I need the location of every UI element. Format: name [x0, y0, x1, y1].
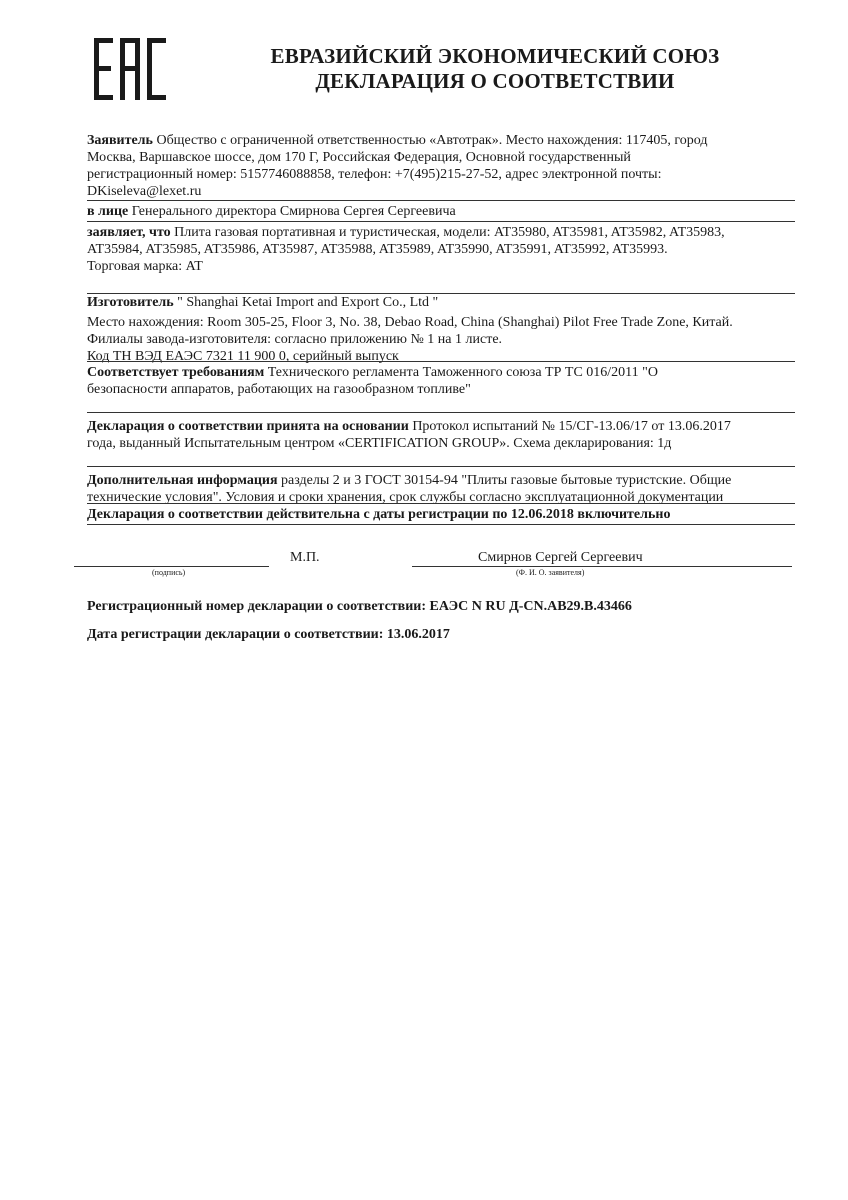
represented-by-label: в лице: [87, 204, 129, 219]
title-line-2: ДЕКЛАРАЦИЯ О СООТВЕТСТВИИ: [315, 69, 675, 93]
document-title: [200, 44, 790, 94]
eac-logo: [92, 38, 168, 100]
conforms-line-2: безопасности аппаратов, работающих на газообразном топливе": [87, 382, 471, 397]
signature-line: [74, 566, 269, 567]
declares-line-2: AT35984, AT35985, AT35986, AT35987, AT35988, AT35989, AT35990, AT35991, AT35992, AT35993.: [87, 242, 668, 257]
basis-label: Декларация о соответствии принята на основании: [87, 419, 409, 434]
basis-line-1: Протокол испытаний № 15/СГ-13.06/17 от 13.06.2017: [412, 419, 731, 434]
registration-date: Дата регистрации декларации о соответствии: 13.06.2017: [87, 627, 450, 642]
title-line-1: ЕВРАЗИЙСКИЙ ЭКОНОМИЧЕСКИЙ СОЮЗ: [270, 44, 720, 68]
applicant-line-3: регистрационный номер: 5157746088858, телефон: +7(495)215-27-52, адрес электронной почты:: [87, 167, 662, 182]
divider: [87, 361, 795, 362]
basis-section: [87, 418, 797, 452]
declares-section: [87, 224, 797, 275]
seal-mark: М.П.: [290, 550, 320, 565]
manufacturer-section: [87, 294, 797, 365]
applicant-email: DKiseleva@lexet.ru: [87, 184, 202, 199]
additional-line-2: технические условия". Условия и сроки хранения, срок службы согласно эксплуатационной документации: [87, 490, 724, 505]
conforms-section: [87, 364, 797, 398]
conforms-line-1: Технического регламента Таможенного союза ТР ТС 016/2011 "О: [267, 365, 658, 380]
signer-name: Смирнов Сергей Сергеевич: [478, 550, 643, 565]
additional-section: [87, 472, 797, 506]
declares-trademark: Торговая марка: AT: [87, 259, 203, 274]
divider: [87, 221, 795, 222]
name-caption: (Ф. И. О. заявителя): [516, 568, 585, 577]
declares-line-1: Плита газовая портативная и туристическая, модели: AT35980, AT35981, AT35982, AT35983,: [174, 225, 725, 240]
applicant-line-2: Москва, Варшавское шоссе, дом 170 Г, Российская Федерация, Основной государственный: [87, 150, 631, 165]
divider: [87, 503, 795, 504]
divider: [87, 200, 795, 201]
divider: [87, 524, 795, 525]
manufacturer-branches: Филиалы завода-изготовителя: согласно приложению № 1 на 1 листе.: [87, 332, 503, 347]
manufacturer-label: Изготовитель: [87, 295, 174, 310]
manufacturer-address: Место нахождения: Room 305-25, Floor 3, No. 38, Debao Road, China (Shanghai) Pilot Free Trade Zone, Китай.: [87, 315, 733, 330]
divider: [87, 412, 795, 413]
manufacturer-hs-code: Код ТН ВЭД ЕАЭС 7321 11 900 0, серийный выпуск: [87, 349, 399, 364]
represented-by-section: [87, 203, 797, 220]
represented-by-text: Генерального директора Смирнова Сергея Сергеевича: [131, 204, 456, 219]
applicant-label: Заявитель: [87, 133, 153, 148]
manufacturer-name: " Shanghai Ketai Import and Export Co., Ltd ": [177, 295, 439, 310]
registration-number: Регистрационный номер декларации о соответствии: ЕАЭС N RU Д-CN.АВ29.В.43466: [87, 599, 632, 614]
declares-label: заявляет, что: [87, 225, 171, 240]
additional-label: Дополнительная информация: [87, 473, 278, 488]
additional-line-1: разделы 2 и 3 ГОСТ 30154-94 "Плиты газовые бытовые туристские. Общие: [281, 473, 732, 488]
signature-caption: (подпись): [152, 568, 186, 577]
basis-line-2: года, выданный Испытательным центром «CERTIFICATION GROUP». Схема декларирования: 1д: [87, 436, 672, 451]
applicant-line-1: Общество с ограниченной ответственностью «Автотрак». Место нахождения: 117405, город: [156, 133, 708, 148]
validity-text: Декларация о соответствии действительна с даты регистрации по 12.06.2018 включительно: [87, 507, 671, 522]
conforms-label: Соответствует требованиям: [87, 365, 265, 380]
applicant-section: [87, 132, 797, 200]
divider: [87, 466, 795, 467]
name-line: [412, 566, 792, 567]
